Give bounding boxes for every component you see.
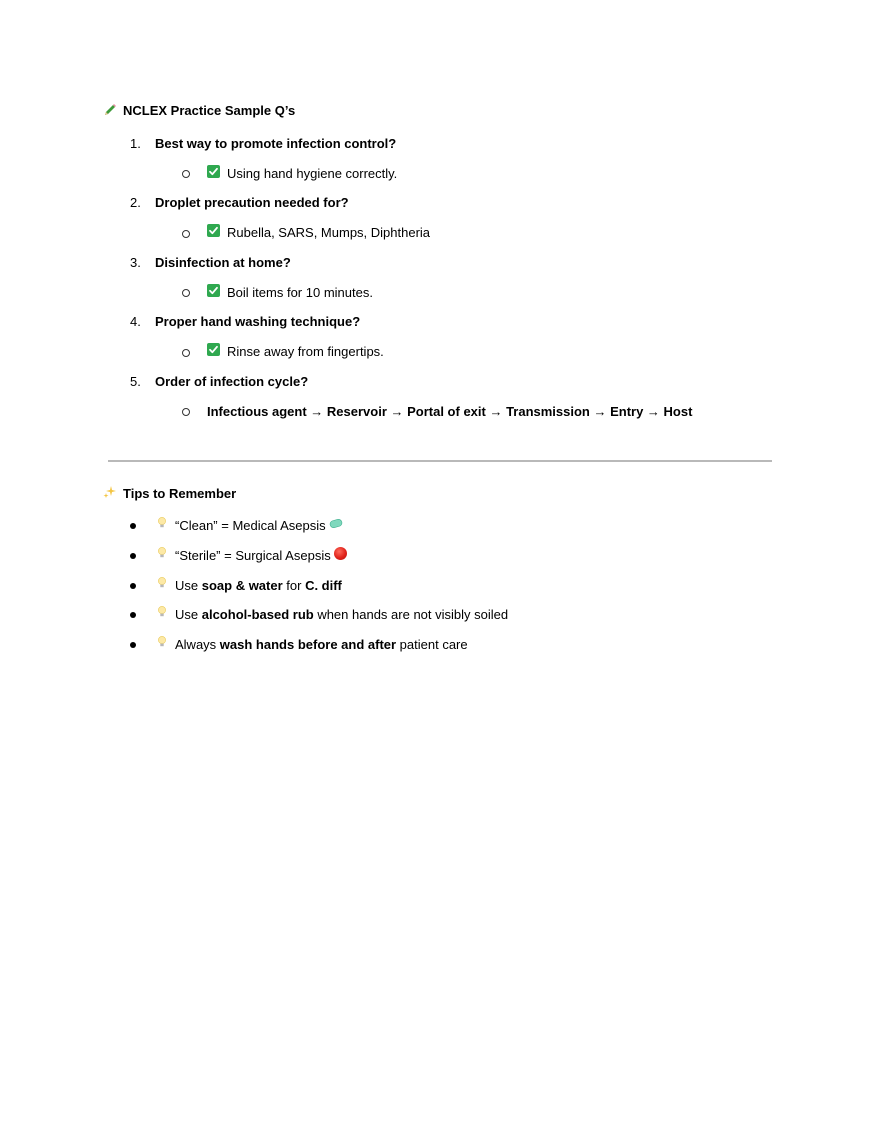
answer-text: Infectious agent → Reservoir → Portal of exit → Transmission → Entry → Host xyxy=(207,404,693,419)
sub-bullet xyxy=(182,230,190,238)
light-bulb-icon xyxy=(157,576,167,590)
tip-bullet xyxy=(130,523,136,529)
question-number: 1. xyxy=(130,136,141,151)
question-number: 2. xyxy=(130,195,141,210)
question-text: Proper hand washing technique? xyxy=(155,314,361,329)
check-mark-icon xyxy=(207,224,220,237)
check-mark-icon xyxy=(207,165,220,178)
answer-text: Using hand hygiene correctly. xyxy=(227,166,398,181)
light-bulb-icon xyxy=(157,516,167,530)
question-text: Order of infection cycle? xyxy=(155,374,309,389)
tip-text: “Sterile” = Surgical Asepsis xyxy=(175,548,331,563)
question-number: 3. xyxy=(130,255,141,270)
red-circle-icon xyxy=(334,547,347,560)
sub-bullet xyxy=(182,349,190,357)
answer-text: Rubella, SARS, Mumps, Diphtheria xyxy=(227,225,431,240)
sub-bullet xyxy=(182,408,190,416)
question-text: Disinfection at home? xyxy=(155,255,291,270)
tip-bullet xyxy=(130,583,136,589)
question-text: Droplet precaution needed for? xyxy=(155,195,349,210)
tip-bullet xyxy=(130,612,136,618)
tip-text: Use alcohol-based rub when hands are not visibly soiled xyxy=(175,607,509,622)
pencil-icon xyxy=(103,103,117,117)
light-bulb-icon xyxy=(157,605,167,619)
answer-text: Boil items for 10 minutes. xyxy=(227,285,373,300)
tip-text: “Clean” = Medical Asepsis xyxy=(175,518,326,533)
sparkles-icon xyxy=(103,485,117,499)
sub-bullet xyxy=(182,170,190,178)
section-divider xyxy=(108,460,772,462)
sub-bullet xyxy=(182,289,190,297)
pill-icon xyxy=(329,519,343,528)
check-mark-icon xyxy=(207,284,220,297)
tip-text: Always wash hands before and after patient care xyxy=(175,637,468,652)
light-bulb-icon xyxy=(157,635,167,649)
tip-bullet xyxy=(130,642,136,648)
question-number: 5. xyxy=(130,374,141,389)
tips-section-title: Tips to Remember xyxy=(123,486,237,501)
answer-text: Rinse away from fingertips. xyxy=(227,344,384,359)
tip-bullet xyxy=(130,553,136,559)
check-mark-icon xyxy=(207,343,220,356)
question-text: Best way to promote infection control? xyxy=(155,136,397,151)
question-number: 4. xyxy=(130,314,141,329)
practice-section-title: NCLEX Practice Sample Q’s xyxy=(123,103,296,118)
light-bulb-icon xyxy=(157,546,167,560)
tip-text: Use soap & water for C. diff xyxy=(175,578,342,593)
